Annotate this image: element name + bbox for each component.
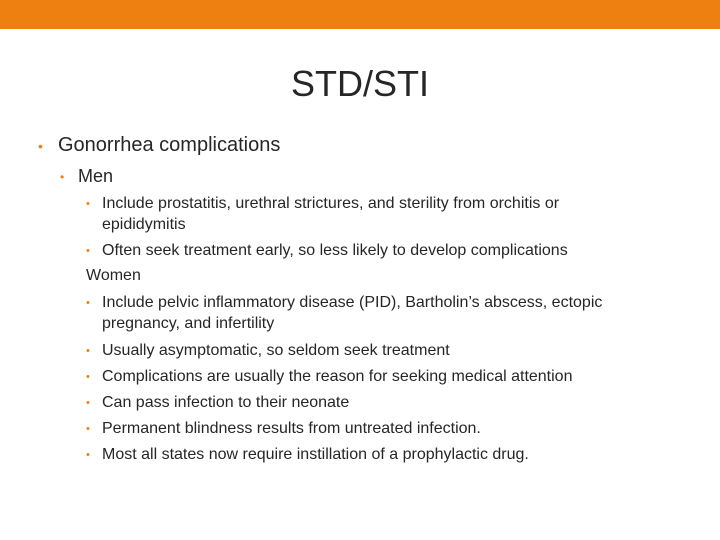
bullet-text: Complications are usually the reason for seeking medical attention xyxy=(102,368,573,385)
bullet-item xyxy=(86,366,573,387)
bullet-item xyxy=(86,418,481,439)
top-accent-bar xyxy=(0,0,720,29)
bullet-icon: • xyxy=(86,245,90,257)
bullet-text: Gonorrhea complications xyxy=(58,134,281,156)
bullet-item-men xyxy=(60,164,114,188)
bullet-item xyxy=(86,193,560,214)
bullet-item xyxy=(86,292,603,313)
bullet-icon: • xyxy=(86,423,90,435)
bullet-icon: • xyxy=(86,198,90,210)
bullet-icon: • xyxy=(86,297,90,309)
bullet-item xyxy=(86,444,529,465)
bullet-text: Include prostatitis, urethral strictures, and sterility from orchitis or xyxy=(102,195,560,212)
bullet-continuation xyxy=(102,313,274,334)
bullet-text: pregnancy, and infertility xyxy=(102,315,275,332)
bullet-text: Most all states now require instillation of a prophylactic drug. xyxy=(102,446,529,463)
bullet-icon: • xyxy=(86,371,90,383)
bullet-text: Often seek treatment early, so less likely to develop complications xyxy=(102,242,568,259)
bullet-text: Can pass infection to their neonate xyxy=(102,394,350,411)
bullet-text: Usually asymptomatic, so seldom seek treatment xyxy=(102,342,450,359)
bullet-icon: • xyxy=(86,345,90,357)
bullet-icon: • xyxy=(60,170,65,184)
bullet-item xyxy=(86,340,450,361)
slide-title xyxy=(0,60,720,108)
bullet-text: Include pelvic inflammatory disease (PID), Bartholin’s abscess, ectopic xyxy=(102,294,603,311)
bullet-icon: • xyxy=(86,449,90,461)
bullet-text: Women xyxy=(86,267,141,284)
bullet-text: epididymitis xyxy=(102,216,186,233)
bullet-text: Permanent blindness results from untreated infection. xyxy=(102,420,481,437)
bullet-item xyxy=(86,392,350,413)
bullet-item xyxy=(86,240,568,261)
bullet-continuation xyxy=(102,214,186,235)
bullet-text: Men xyxy=(78,166,114,186)
bullet-icon: • xyxy=(38,138,43,154)
women-heading xyxy=(86,265,141,286)
slide-title-text: STD/STI xyxy=(290,63,429,104)
bullet-icon: • xyxy=(86,397,90,409)
bullet-item-level1 xyxy=(38,132,281,158)
